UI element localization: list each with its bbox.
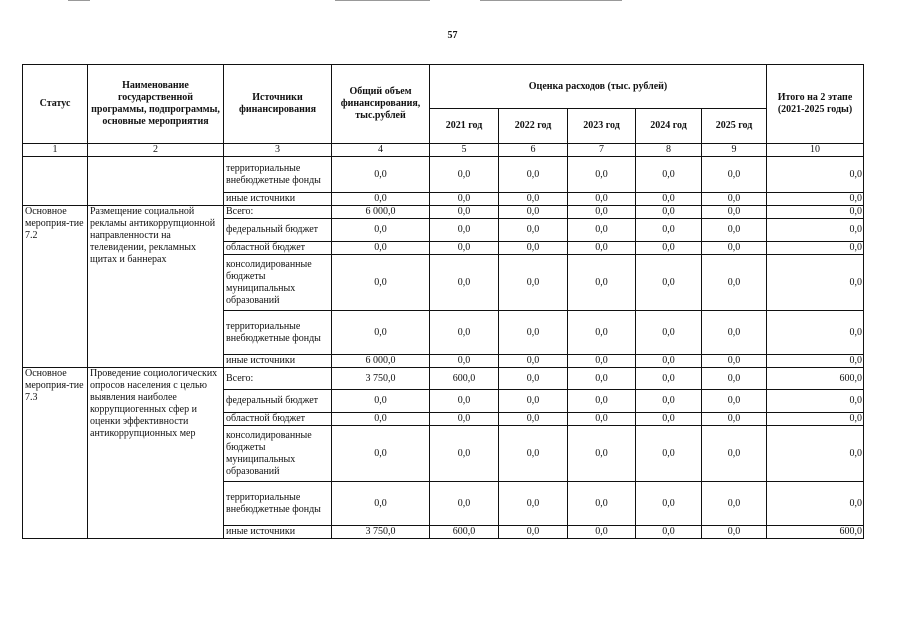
itog-cell: 0,0 [767,242,864,255]
year-cell: 0,0 [430,413,499,426]
total-cell: 0,0 [332,219,430,242]
status-cell: Основное мероприя-тие 7.2 [23,206,88,368]
status-cell: Основное мероприя-тие 7.3 [23,368,88,539]
itog-cell: 0,0 [767,311,864,355]
column-index-row [23,144,864,157]
year-cell: 0,0 [568,311,636,355]
scan-top-line [480,0,622,1]
year-cell: 0,0 [568,390,636,413]
year-cell: 0,0 [499,413,568,426]
itog-cell: 0,0 [767,255,864,311]
itog-cell: 600,0 [767,368,864,390]
source-cell: федеральный бюджет [224,219,332,242]
itog-cell: 0,0 [767,413,864,426]
itog-cell: 0,0 [767,482,864,526]
year-cell: 0,0 [430,390,499,413]
year-cell: 0,0 [430,482,499,526]
year-cell: 0,0 [430,206,499,219]
itog-cell: 0,0 [767,390,864,413]
header-sources: Источники финансирования [224,65,332,144]
year-cell: 0,0 [568,368,636,390]
source-cell: территориальные внебюджетные фонды [224,157,332,193]
itog-cell: 0,0 [767,219,864,242]
year-cell: 0,0 [568,157,636,193]
header-year: 2025 год [702,109,767,144]
year-cell: 0,0 [499,368,568,390]
budget-table [22,64,864,539]
year-cell: 0,0 [499,193,568,206]
year-cell: 0,0 [702,526,767,539]
total-cell: 0,0 [332,311,430,355]
itog-cell: 0,0 [767,426,864,482]
source-cell: территориальные внебюджетные фонды [224,311,332,355]
year-cell: 0,0 [702,206,767,219]
column-index: 5 [430,144,499,157]
year-cell: 0,0 [636,355,702,368]
year-cell: 0,0 [568,206,636,219]
header-year: 2022 год [499,109,568,144]
year-cell: 0,0 [636,206,702,219]
header-year: 2024 год [636,109,702,144]
year-cell: 0,0 [636,390,702,413]
year-cell: 0,0 [702,390,767,413]
year-cell: 0,0 [430,219,499,242]
column-index: 7 [568,144,636,157]
year-cell: 0,0 [702,157,767,193]
column-index: 6 [499,144,568,157]
column-index: 4 [332,144,430,157]
name-cell: Проведение социологических опросов населения с целью выявления наиболее коррупциогенных сфер и оценки эффективности антикоррупционных мер [88,368,224,539]
year-cell: 0,0 [568,219,636,242]
table-row [23,206,864,219]
source-cell: федеральный бюджет [224,390,332,413]
total-cell: 0,0 [332,242,430,255]
year-cell: 0,0 [499,242,568,255]
header-year: 2021 год [430,109,499,144]
year-cell: 600,0 [430,368,499,390]
source-cell: консолидированные бюджеты муниципальных образований [224,426,332,482]
year-cell: 0,0 [702,255,767,311]
scan-top-line [68,0,90,1]
year-cell: 0,0 [430,355,499,368]
total-cell: 0,0 [332,255,430,311]
name-cell: Размещение социальной рекламы антикоррупционной направленности на телевидении, рекламных щитах и баннерах [88,206,224,368]
year-cell: 0,0 [568,355,636,368]
total-cell: 0,0 [332,193,430,206]
total-cell: 0,0 [332,157,430,193]
total-cell: 0,0 [332,413,430,426]
total-cell: 0,0 [332,426,430,482]
year-cell: 0,0 [568,526,636,539]
year-cell: 0,0 [568,482,636,526]
header-itog: Итого на 2 этапе (2021-2025 годы) [767,65,864,144]
year-cell: 0,0 [636,255,702,311]
year-cell: 0,0 [499,206,568,219]
year-cell: 0,0 [499,157,568,193]
year-cell: 0,0 [636,157,702,193]
year-cell: 0,0 [702,482,767,526]
year-cell: 0,0 [636,311,702,355]
source-cell: территориальные внебюджетные фонды [224,482,332,526]
year-cell: 0,0 [430,157,499,193]
year-cell: 0,0 [636,368,702,390]
year-cell: 0,0 [568,242,636,255]
status-cell [23,157,88,206]
year-cell: 0,0 [636,193,702,206]
header-total: Общий объем финансирования, тыс.рублей [332,65,430,144]
column-index: 3 [224,144,332,157]
source-cell: иные источники [224,526,332,539]
header-year: 2023 год [568,109,636,144]
year-cell: 0,0 [636,219,702,242]
year-cell: 0,0 [636,242,702,255]
year-cell: 0,0 [499,390,568,413]
year-cell: 0,0 [636,482,702,526]
table-row [23,368,864,390]
name-cell [88,157,224,206]
year-cell: 0,0 [702,355,767,368]
year-cell: 0,0 [702,426,767,482]
header-estimate: Оценка расходов (тыс. рублей) [430,65,767,109]
year-cell: 0,0 [702,368,767,390]
itog-cell: 0,0 [767,193,864,206]
year-cell: 0,0 [702,242,767,255]
itog-cell: 0,0 [767,355,864,368]
scan-top-line [335,0,430,1]
total-cell: 0,0 [332,390,430,413]
year-cell: 0,0 [499,526,568,539]
year-cell: 0,0 [568,193,636,206]
source-cell: областной бюджет [224,413,332,426]
year-cell: 0,0 [499,219,568,242]
column-index: 1 [23,144,88,157]
year-cell: 0,0 [702,219,767,242]
total-cell: 3 750,0 [332,526,430,539]
year-cell: 0,0 [568,255,636,311]
column-index: 9 [702,144,767,157]
source-cell: иные источники [224,355,332,368]
year-cell: 0,0 [430,255,499,311]
year-cell: 0,0 [636,526,702,539]
year-cell: 0,0 [702,311,767,355]
column-index: 2 [88,144,224,157]
source-cell: Всего: [224,368,332,390]
year-cell: 600,0 [430,526,499,539]
year-cell: 0,0 [430,311,499,355]
itog-cell: 0,0 [767,206,864,219]
table-row [23,157,864,193]
year-cell: 0,0 [430,193,499,206]
year-cell: 0,0 [702,193,767,206]
header-status: Статус [23,65,88,144]
page-number: 57 [447,30,458,41]
year-cell: 0,0 [636,413,702,426]
source-cell: иные источники [224,193,332,206]
itog-cell: 600,0 [767,526,864,539]
year-cell: 0,0 [499,311,568,355]
year-cell: 0,0 [499,255,568,311]
column-index: 10 [767,144,864,157]
year-cell: 0,0 [568,426,636,482]
itog-cell: 0,0 [767,157,864,193]
year-cell: 0,0 [702,413,767,426]
source-cell: областной бюджет [224,242,332,255]
total-cell: 6 000,0 [332,206,430,219]
column-index: 8 [636,144,702,157]
year-cell: 0,0 [430,426,499,482]
year-cell: 0,0 [430,242,499,255]
year-cell: 0,0 [499,482,568,526]
year-cell: 0,0 [636,426,702,482]
total-cell: 3 750,0 [332,368,430,390]
source-cell: консолидированные бюджеты муниципальных образований [224,255,332,311]
year-cell: 0,0 [568,413,636,426]
header-name: Наименование государственной программы, подпрограммы, основные мероприятия [88,65,224,144]
source-cell: Всего: [224,206,332,219]
total-cell: 0,0 [332,482,430,526]
year-cell: 0,0 [499,426,568,482]
total-cell: 6 000,0 [332,355,430,368]
year-cell: 0,0 [499,355,568,368]
